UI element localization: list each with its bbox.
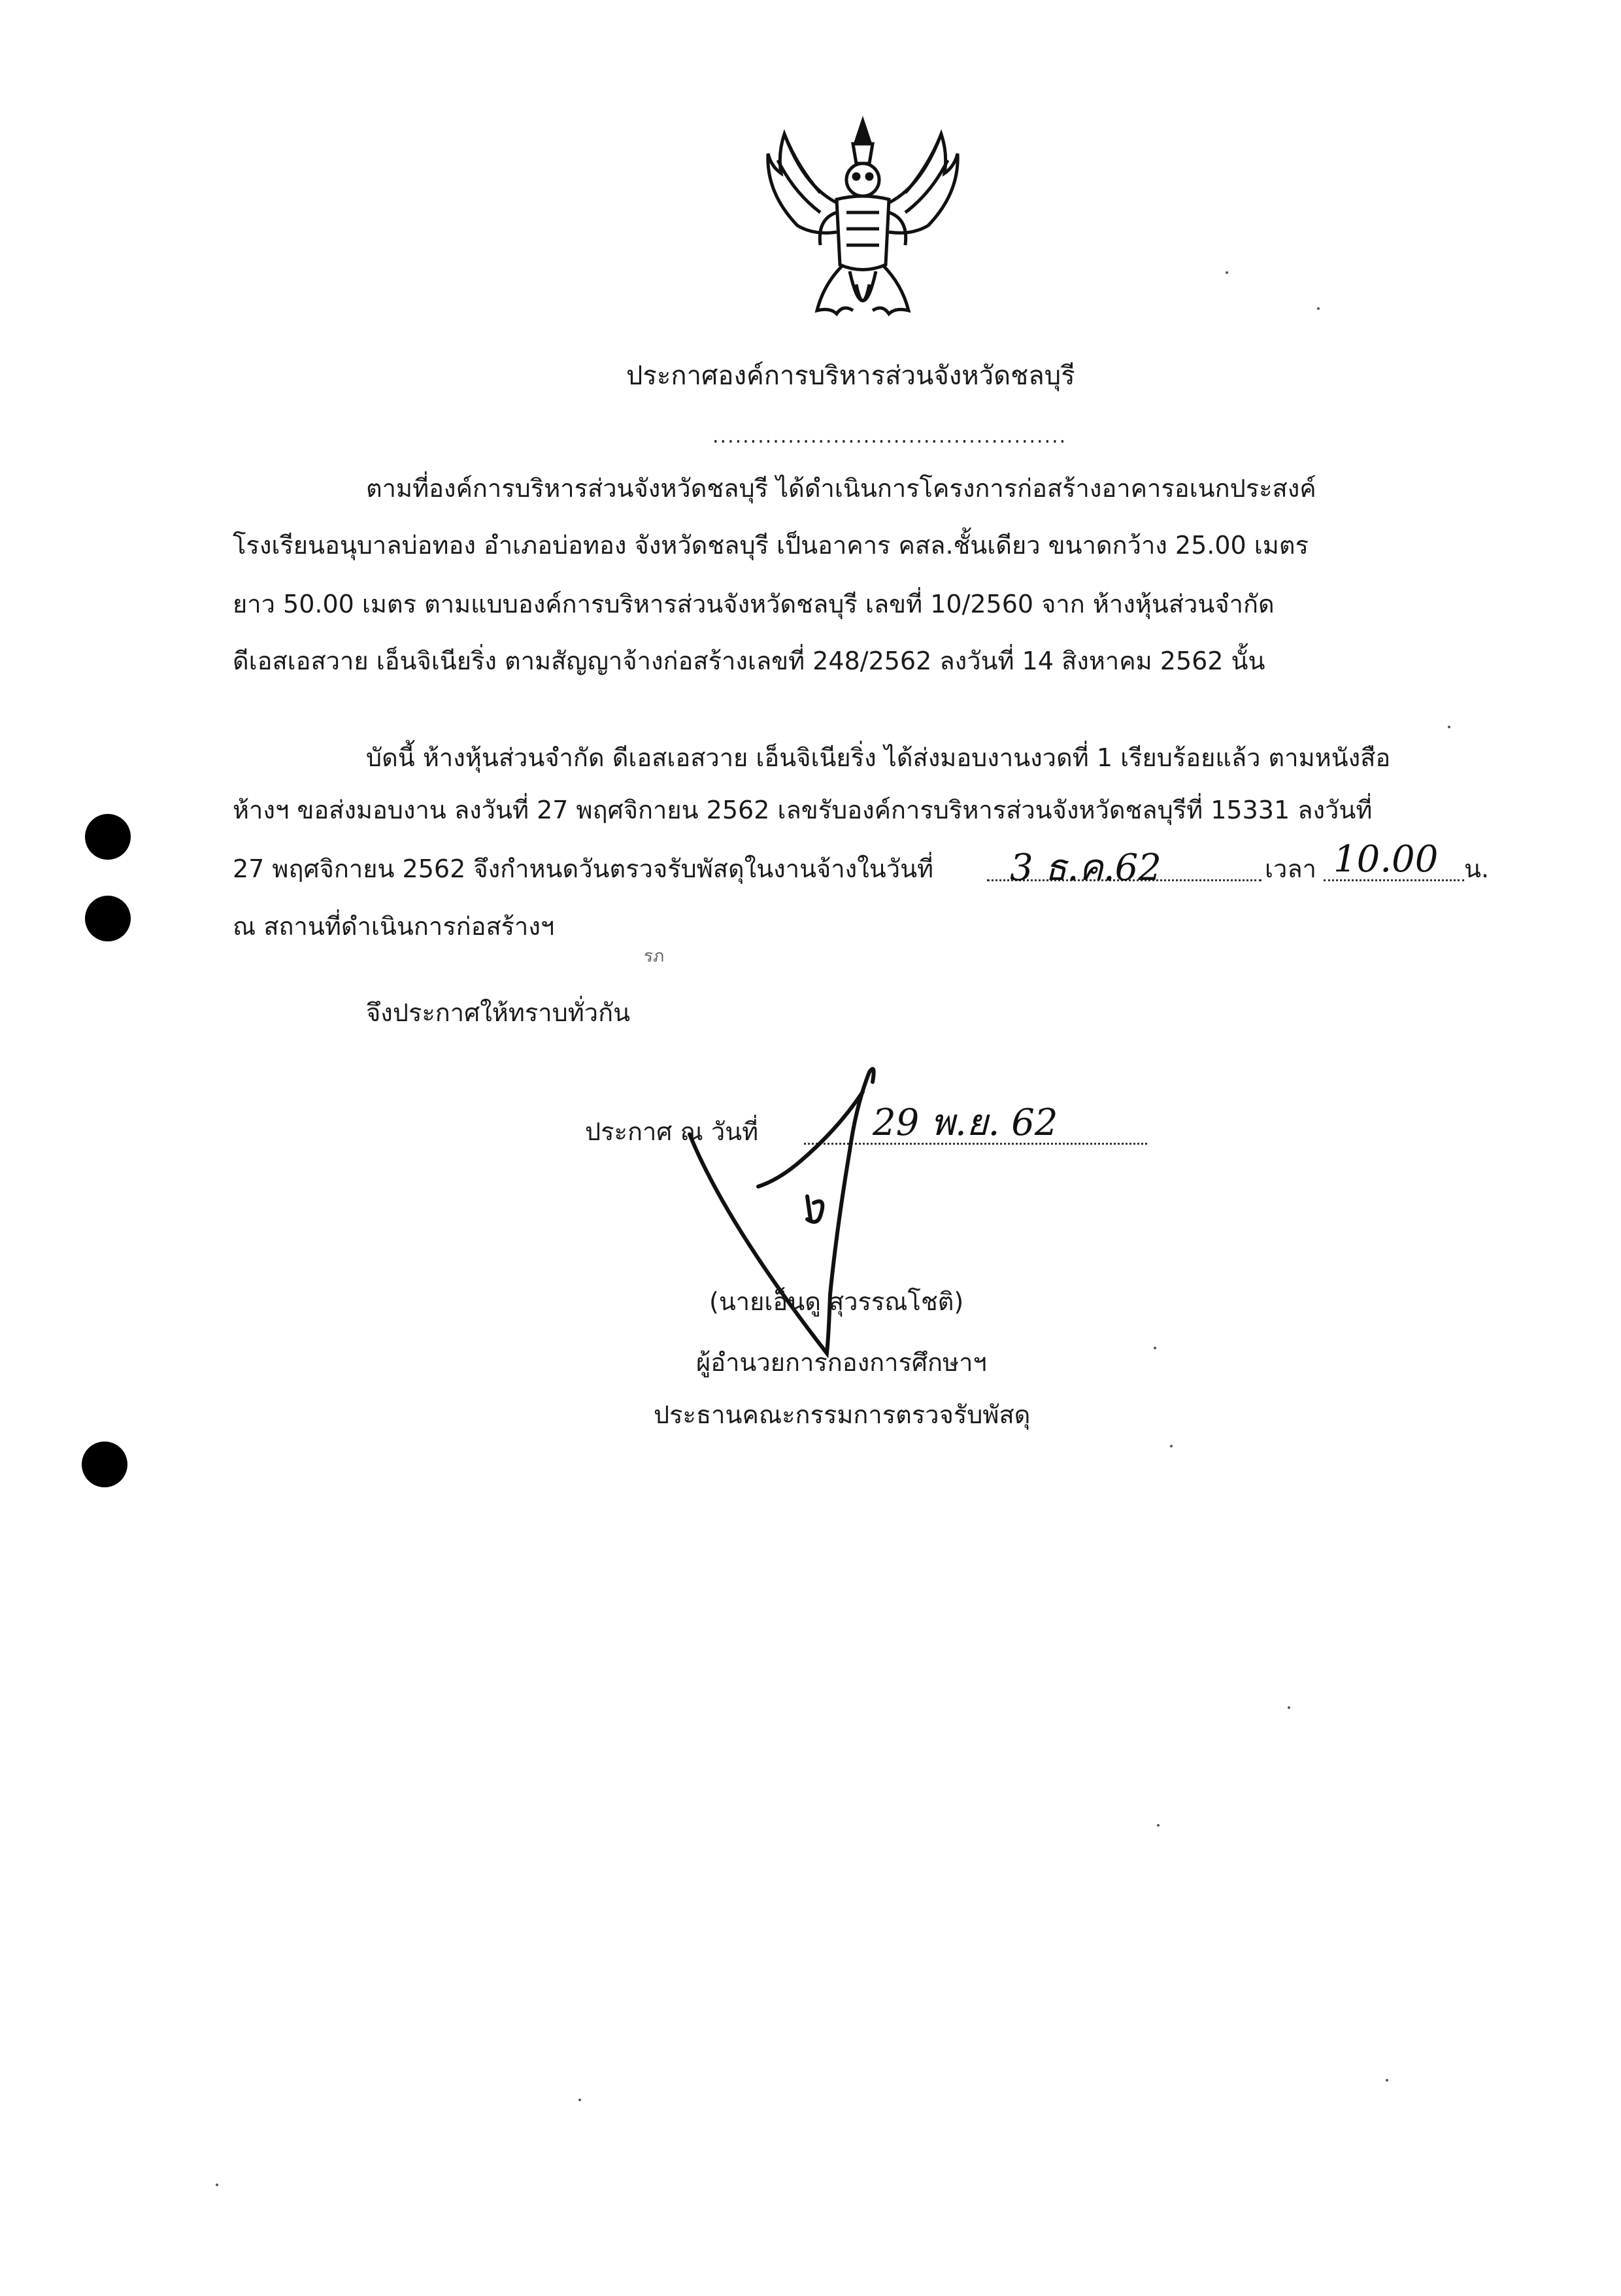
signer-name: (นายเอ็นดู สุวรรณโชติ)	[709, 1287, 964, 1316]
inspection-time-handwritten: 10.00	[1333, 838, 1439, 881]
paragraph2-line3-prefix: 27 พฤศจิกายน 2562 จึงกำหนดวันตรวจรับพัสดุในงานจ้างในวันที่	[233, 854, 934, 883]
signer-role: ประธานคณะกรรมการตรวจรับพัสดุ	[654, 1400, 1031, 1429]
scan-speck	[1170, 1445, 1173, 1447]
stray-mark: รภ	[644, 947, 665, 966]
garuda-emblem-icon	[758, 114, 967, 337]
scan-speck	[1386, 2079, 1388, 2082]
scan-speck	[1154, 1347, 1156, 1349]
paragraph1-line4: ดีเอสเอสวาย เอ็นจิเนียริ่ง ตามสัญญาจ้างก่อสร้างเลขที่ 248/2562 ลงวันที่ 14 สิงหาคม 2562 นั้น	[233, 647, 1265, 675]
scan-speck	[578, 2099, 581, 2101]
paragraph2-line1: บัดนี้ ห้างหุ้นส่วนจำกัด ดีเอสเอสวาย เอ็นจิเนียริ่ง ได้ส่งมอบงานงวดที่ 1 เรียบร้อยแล้ว ตามหนังสือ	[366, 743, 1391, 772]
paragraph1-line3: ยาว 50.00 เมตร ตามแบบองค์การบริหารส่วนจังหวัดชลบุรี เลขที่ 10/2560 จาก ห้างหุ้นส่วนจำกัด	[233, 590, 1275, 618]
hole-punch-middle	[85, 896, 131, 941]
signer-position: ผู้อำนวยการกองการศึกษาฯ	[696, 1348, 987, 1377]
scan-speck	[1288, 1706, 1290, 1709]
signature-date-label: ประกาศ ณ วันที่	[585, 1117, 759, 1146]
time-unit: น.	[1464, 854, 1490, 883]
scan-speck	[1157, 1824, 1160, 1827]
hole-punch-bottom	[82, 1442, 127, 1487]
signature-date-handwritten: 29 พ.ย. 62	[873, 1102, 1058, 1144]
paragraph1-line1: ตามที่องค์การบริหารส่วนจังหวัดชลบุรี ได้ดำเนินการโครงการก่อสร้างอาคารอเนกประสงค์	[366, 474, 1316, 503]
paragraph2-line4: ณ สถานที่ดำเนินการก่อสร้างฯ	[233, 912, 555, 941]
closing-announcement: จึงประกาศให้ทราบทั่วกัน	[366, 998, 631, 1027]
paragraph2-line2: ห้างฯ ขอส่งมอบงาน ลงวันที่ 27 พฤศจิกายน 2562 เลขรับองค์การบริหารส่วนจังหวัดชลบุรีที่ 15331 ลงวันที่	[233, 796, 1373, 824]
scan-speck	[1317, 307, 1320, 310]
inspection-date-handwritten: 3 ธ.ค.62	[1010, 847, 1161, 889]
title-separator: ...............................................	[712, 425, 1067, 448]
time-label: เวลา	[1265, 854, 1316, 883]
paragraph1-line2: โรงเรียนอนุบาลบ่อทอง อำเภอบ่อทอง จังหวัดชลบุรี เป็นอาคาร คสล.ชั้นเดียว ขนาดกว้าง 25.00 เมตร	[233, 531, 1309, 560]
handwritten-signature	[680, 1046, 889, 1373]
scan-speck	[1448, 726, 1450, 728]
scan-speck	[216, 2184, 218, 2186]
hole-punch-top	[85, 814, 131, 860]
scan-speck	[1226, 271, 1228, 274]
document-title: ประกาศองค์การบริหารส่วนจังหวัดชลบุรี	[626, 361, 1075, 391]
